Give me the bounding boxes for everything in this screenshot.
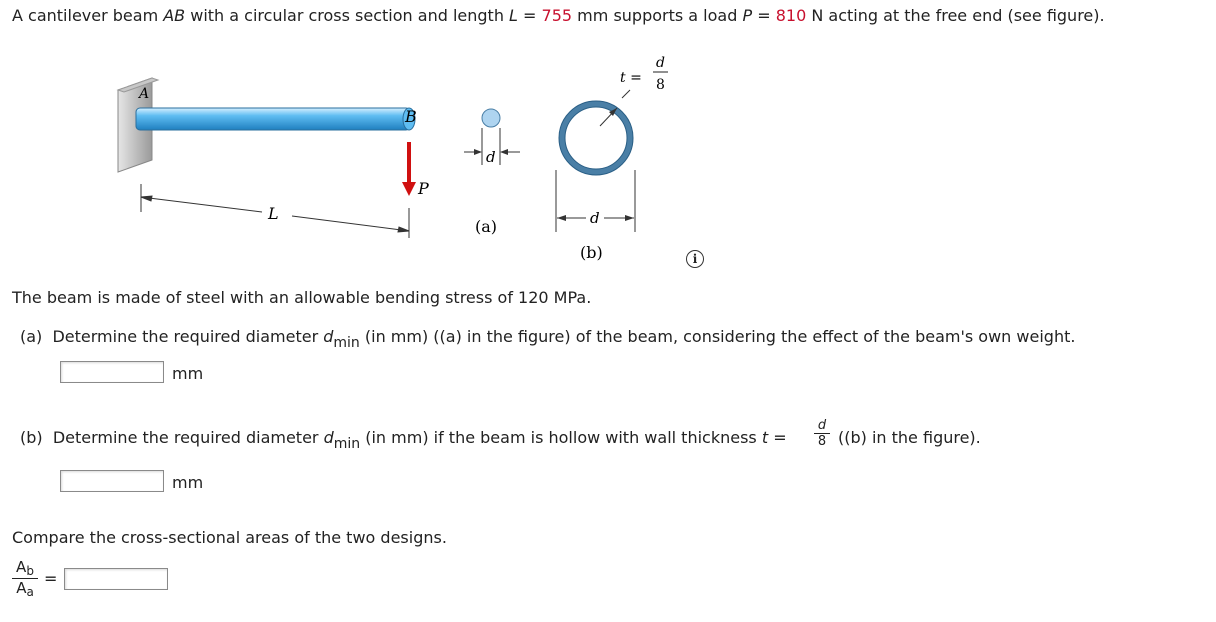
ratio-numerator [12, 558, 38, 578]
label-p: P [418, 179, 429, 198]
intro-text: A cantilever beam [12, 6, 164, 25]
area-symbol: A [16, 558, 27, 576]
area-ratio-answer-input[interactable] [64, 568, 168, 590]
label-subfig-a: (a) [475, 217, 498, 236]
question-text: Determine the required diameter [52, 327, 324, 346]
intro-text: with a circular cross section and length [185, 6, 510, 25]
thickness-symbol: t [761, 428, 769, 447]
question-text: (in mm) if the beam is hollow with wall thickness [360, 428, 762, 447]
diameter-symbol: d [323, 428, 334, 447]
label-d-a: d [486, 148, 496, 166]
equals-sign: = [517, 6, 542, 25]
diameter-subscript: min [333, 436, 361, 452]
ratio-equals: = [44, 569, 58, 588]
label-t-eq: t = [620, 70, 642, 86]
part-b-answer-input[interactable] [60, 470, 164, 492]
part-b-unit: mm [172, 473, 204, 492]
fraction-numerator: d [817, 418, 827, 433]
load-value: 810 [775, 6, 807, 25]
label-d-b: d [590, 209, 600, 227]
label-t-den: 8 [656, 77, 665, 93]
length-value: 755 [541, 6, 573, 25]
beam-rod [136, 108, 415, 130]
label-l: L [268, 204, 279, 223]
compare-statement: Compare the cross-sectional areas of the two designs. [12, 528, 447, 547]
thickness-fraction [814, 418, 830, 449]
part-a-answer-input[interactable] [60, 361, 164, 383]
beam-name: AB [163, 6, 186, 25]
area-ratio-fraction [12, 558, 38, 599]
part-a-question [20, 327, 1075, 351]
question-text: (in mm) ((a) in the figure) of the beam, considering the effect of the beam's own weight. [359, 327, 1076, 346]
part-a-label: (a) [20, 327, 43, 346]
part-b-label: (b) [20, 428, 43, 447]
load-symbol: P [742, 6, 753, 25]
diameter-symbol: d [323, 327, 334, 346]
area-subscript-b: b [26, 564, 34, 578]
stress-statement: The beam is made of steel with an allowable bending stress of 120 MPa. [12, 288, 592, 307]
length-symbol: L [509, 6, 518, 25]
label-subfig-b: (b) [580, 243, 603, 262]
equals-sign: = [768, 428, 787, 447]
area-subscript-a: a [26, 585, 34, 599]
diameter-subscript: min [333, 335, 360, 351]
part-a-unit: mm [172, 364, 204, 383]
beam-figure [0, 0, 1216, 280]
intro-text: mm supports a load [572, 6, 743, 25]
area-symbol: A [16, 579, 27, 597]
equals-sign: = [752, 6, 776, 25]
fraction-denominator: 8 [814, 433, 830, 449]
label-t-num: d [656, 55, 665, 71]
ratio-denominator [12, 578, 38, 599]
part-b-question [20, 428, 787, 452]
load-arrow [402, 142, 416, 196]
part-b-question-end: ((b) in the figure). [838, 428, 981, 447]
label-a: A [139, 86, 150, 102]
info-icon[interactable]: i [686, 250, 704, 268]
question-text: Determine the required diameter [52, 428, 324, 447]
intro-text: N acting at the free end (see figure). [806, 6, 1105, 25]
label-b: B [405, 107, 417, 126]
